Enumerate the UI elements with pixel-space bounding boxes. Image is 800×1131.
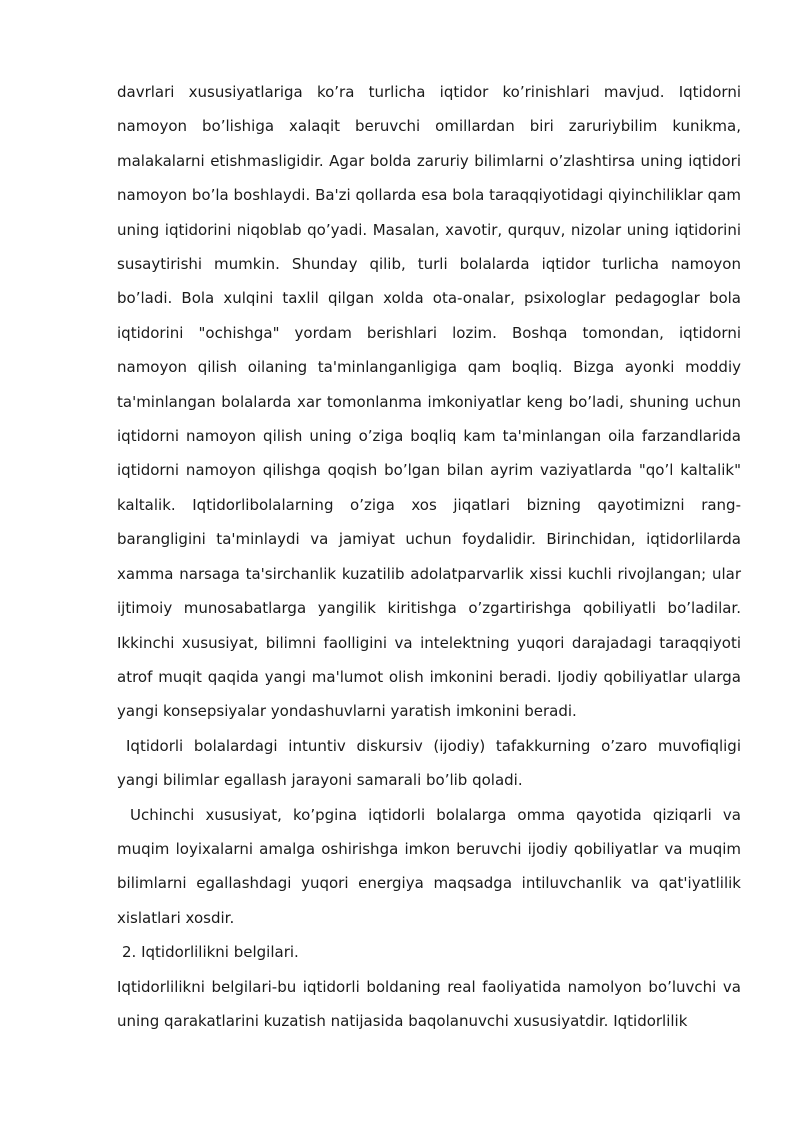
- paragraph-1: davrlari xususiyatlariga ko’ra turlicha iqtidor ko’rinishlari mavjud. Iqtidorni namoyon bo’lishiga xalaqit beruvchi omillardan biri zaruriybilim kunikma, malakalarni etishmasligidir. Agar bolda zaruriy bilimlarni o’zlashtirsa uning iqtidori namoyon bo’la boshlaydi. Ba'zi qollarda esa bola taraqqiyotidagi qiyinchiliklar qam uning iqtidorini niqoblab qo’yadi. Masalan, xavotir, qurquv, nizolar uning iqtidorini susaytirishi mumkin. Shunday qilib, turli bolalarda iqtidor turlicha namoyon bo’ladi. Bola xulqini taxlil qilgan xolda ota-onalar, psixologlar pedagoglar bola iqtidorini "ochishga" yordam berishlari lozim. Boshqa tomondan, iqtidorni namoyon qilish oilaning ta'minlanganligiga qam boqliq. Bizga ayonki moddiy ta'minlangan bolalarda xar tomonlanma imkoniyatlar keng bo’ladi, shuning uchun iqtidorni namoyon qilish uning o’ziga boqliq kam ta'minlangan oila farzandlarida iqtidorni namoyon qilishga qoqish bo’lgan bilan ayrim vaziyatlarda "qo’l kaltalik" kaltalik. Iqtidorlibolalarning o’ziga xos jiqatlari bizning qayotimizni rang-barangligini ta'minlaydi va jamiyat uchun foydalidir. Birinchidan, iqtidorlilarda xamma narsaga ta'sirchanlik kuzatilib adolatparvarlik xissi kuchli rivojlangan; ular ijtimoiy munosabatlarga yangilik kiritishga o’zgartirishga qobiliyatli bo’ladilar. Ikkinchi xususiyat, bilimni faolligini va intelektning yuqori darajadagi taraqqiyoti atrof muqit qaqida yangi ma'lumot olish imkonini beradi. Ijodiy qobiliyatlar ularga yangi konsepsiyalar yondashuvlarni yaratish imkonini beradi.: [117, 83, 741, 721]
- section-heading: 2. Iqtidorlilikni belgilari.: [122, 943, 299, 962]
- paragraph-4: Iqtidorlilikni belgilari-bu iqtidorli boldaning real faoliyatida namolyon bo’luvchi va uning qarakatlarini kuzatish natijasida baqolanuvchi xususiyatdir. Iqtidorlilik: [117, 977, 741, 1030]
- document-body: [117, 75, 741, 1038]
- paragraph-2: Iqtidorli bolalardagi intuntiv diskursiv (ijodiy) tafakkurning o’zaro muvofiqligi yangi bilimlar egallash jarayoni samarali bo’lib qoladi.: [117, 736, 741, 790]
- paragraph-3: Uchinchi xususiyat, ko’pgina iqtidorli bolalarga omma qayotida qiziqarli va muqim loyixalarni amalga oshirishga imkon beruvchi ijodiy qobiliyatlar va muqim bilimlarni egallashdagi yuqori energiya maqsadga intiluvchanlik va qat'iyatlilik xislatlari xosdir.: [117, 805, 741, 927]
